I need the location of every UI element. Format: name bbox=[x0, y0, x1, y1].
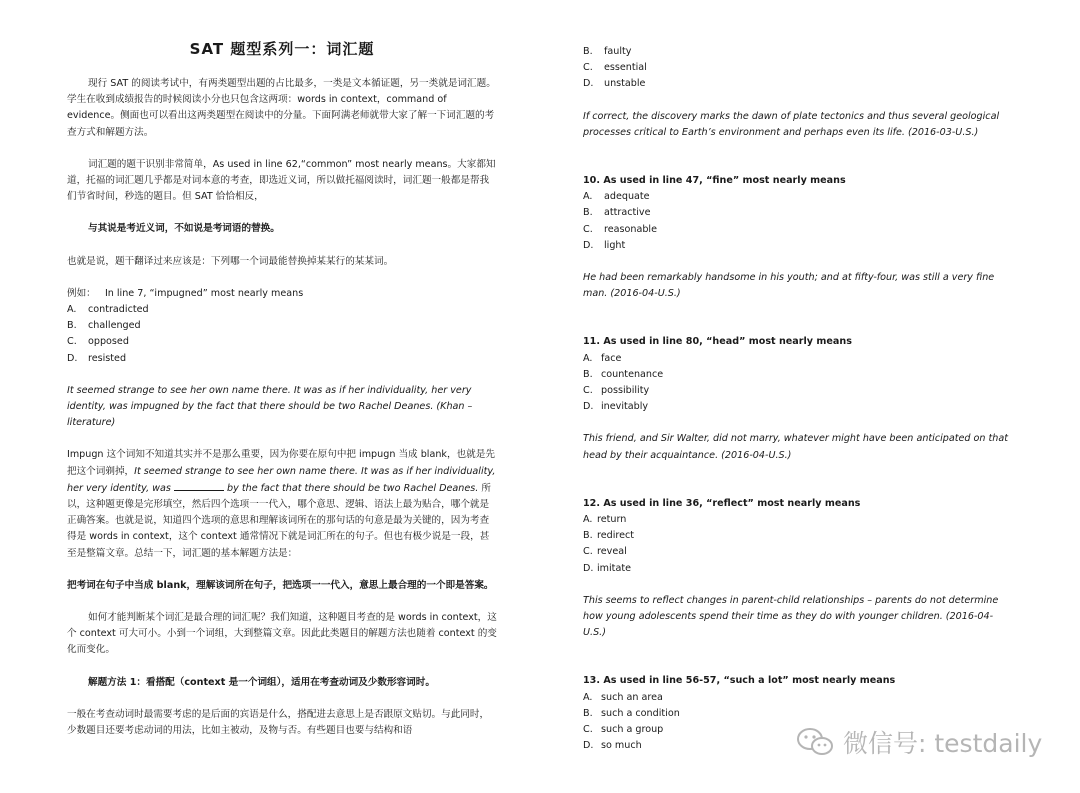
intro-paragraph: 现行 SAT 的阅读考试中，有两类题型出题的占比最多，一类是文本循证题，另一类就是词汇题。学生在收到成绩报告的时候阅读小分也只包含这两项：words in context，command of evidence。侧面也可以看出这两类题型在阅读中的分量。下面阿满老师就带大家了解一下词汇题的考查方式和解题方法。 bbox=[67, 78, 496, 138]
key-point: 与其说是考近义词，不如说是考词语的替换。 bbox=[88, 223, 280, 235]
example-option: C. opposed bbox=[67, 336, 129, 348]
blank-line bbox=[174, 480, 224, 491]
question-heading: 12. As used in line 36, “reflect” most nearly means bbox=[583, 497, 861, 509]
left-column bbox=[67, 0, 497, 739]
option: C. reveal bbox=[583, 546, 627, 558]
right-column bbox=[583, 0, 1015, 755]
question-heading: 13. As used in line 56-57, “such a lot” most nearly means bbox=[583, 675, 896, 687]
analysis-paragraph: Impugn 这个词知不知道其实并不是那么重要，因为你要在原句中把 impugn 当成 blank，也就是先把这个词剃掉，It seemed strange to see her own name there. It was as if her individuality, her very identity, was by the fact that there should be two Rachel Deanes. 所以，这种题更像是完形填空，然后四个选项一一代入，哪个意思、逻辑、语法上最为贴合，哪个就是正确答案。也就是说，知道四个选项的意思和理解该词所在的那句话的句意是最为关键的，因为考查得是 words in context，这个 context 通常情况下就是词汇所在的句子。但也有极少说是一段，甚至是整篇文章。总结一下，词汇题的基本解题方法是： bbox=[67, 449, 496, 559]
quote: This friend, and Sir Walter, did not marry, whatever might have been anticipated on that head by their acquaintance. (2016-04-U.S.) bbox=[583, 433, 1009, 461]
option: D. inevitably bbox=[583, 401, 649, 413]
option: C. such a group bbox=[583, 724, 664, 736]
option: A. return bbox=[583, 514, 627, 526]
watermark bbox=[795, 722, 1042, 762]
example-prefix: 例如： bbox=[67, 287, 96, 299]
option: B. such a condition bbox=[583, 707, 680, 719]
example-option: D. resisted bbox=[67, 352, 127, 364]
page-title: SAT 题型系列一：词汇题 bbox=[189, 40, 375, 58]
example-question: In line 7, “impugned” most nearly means bbox=[104, 287, 304, 299]
option: B. faulty bbox=[583, 46, 632, 57]
quote: If correct, the discovery marks the dawn of plate tectonics and thus several geological processes critical to Earth’s environment and perhaps even its life. (2016-03-U.S.) bbox=[583, 110, 1000, 138]
stem-paragraph: 词汇题的题干识别非常简单，As used in line 62,“common” most nearly means。大家都知道，托福的词汇题几乎都是对词本意的考查，即选近义词，所以做托福阅读时，词汇题一般都是帮我们节省时间，秒选的题目。但 SAT 恰恰相反， bbox=[67, 158, 496, 203]
method-summary: 把考词在句子中当成 blank，理解该词所在句子，把选项一一代入，意思上最合理的一个即是答案。 bbox=[67, 579, 494, 591]
option: D. so much bbox=[583, 740, 642, 752]
question-heading: 11. As used in line 80, “head” most nearly means bbox=[583, 336, 852, 348]
option: C. possibility bbox=[583, 385, 650, 397]
watermark-text: 微信号: testdaily bbox=[843, 729, 1043, 758]
question-heading: 10. As used in line 47, “fine” most nearly means bbox=[583, 175, 846, 187]
example-stem bbox=[67, 286, 497, 302]
method-1-heading: 解题方法 1：看搭配（context 是一个词组），适用在考查动词及少数形容词时。 bbox=[88, 676, 435, 688]
option: B. attractive bbox=[583, 207, 651, 219]
option: D. imitate bbox=[583, 562, 631, 574]
quote: This seems to reflect changes in parent-child relationships – parents do not determine how young adolescents spend their time as they do with younger children. (2016-04-U.S.) bbox=[583, 594, 999, 639]
option: C. essential bbox=[583, 62, 647, 74]
method-1-paragraph: 一般在考查动词时最需要考虑的是后面的宾语是什么，搭配进去意思上是否跟原文贴切。与此同时，少数题目还要考虑动词的用法，比如主被动，及物与否。有些题目也要与结构和语 bbox=[67, 708, 490, 737]
explanation-paragraph: 也就是说，题干翻译过来应该是：下列哪一个词最能替换掉某某行的某某词。 bbox=[67, 255, 394, 267]
option: C. reasonable bbox=[583, 223, 657, 235]
option: A. adequate bbox=[583, 191, 650, 203]
option: B. redirect bbox=[583, 530, 635, 542]
example-option: B. challenged bbox=[67, 320, 141, 332]
example-option: A. contradicted bbox=[67, 304, 149, 316]
context-paragraph: 如何才能判断某个词汇是最合理的词汇呢？我们知道，这种题目考查的是 words in context，这个 context 可大可小。小到一个词组，大到整篇文章。因此此类题目的解题方法也随着 context 的变化而变化。 bbox=[67, 612, 497, 656]
option: A. such an area bbox=[583, 691, 663, 703]
option: D. light bbox=[583, 239, 626, 251]
wechat-icon bbox=[795, 726, 835, 758]
example-quote: It seemed strange to see her own name there. It was as if her individuality, her very identity, was impugned by the fact that there should be two Rachel Deanes. (Khan –literature) bbox=[67, 384, 473, 429]
option: B. countenance bbox=[583, 368, 664, 380]
option: D. unstable bbox=[583, 78, 646, 90]
quote: He had been remarkably handsome in his youth; and at fifty-four, was still a very fine man. (2016-04-U.S.) bbox=[583, 272, 995, 300]
option: A. face bbox=[583, 352, 622, 364]
